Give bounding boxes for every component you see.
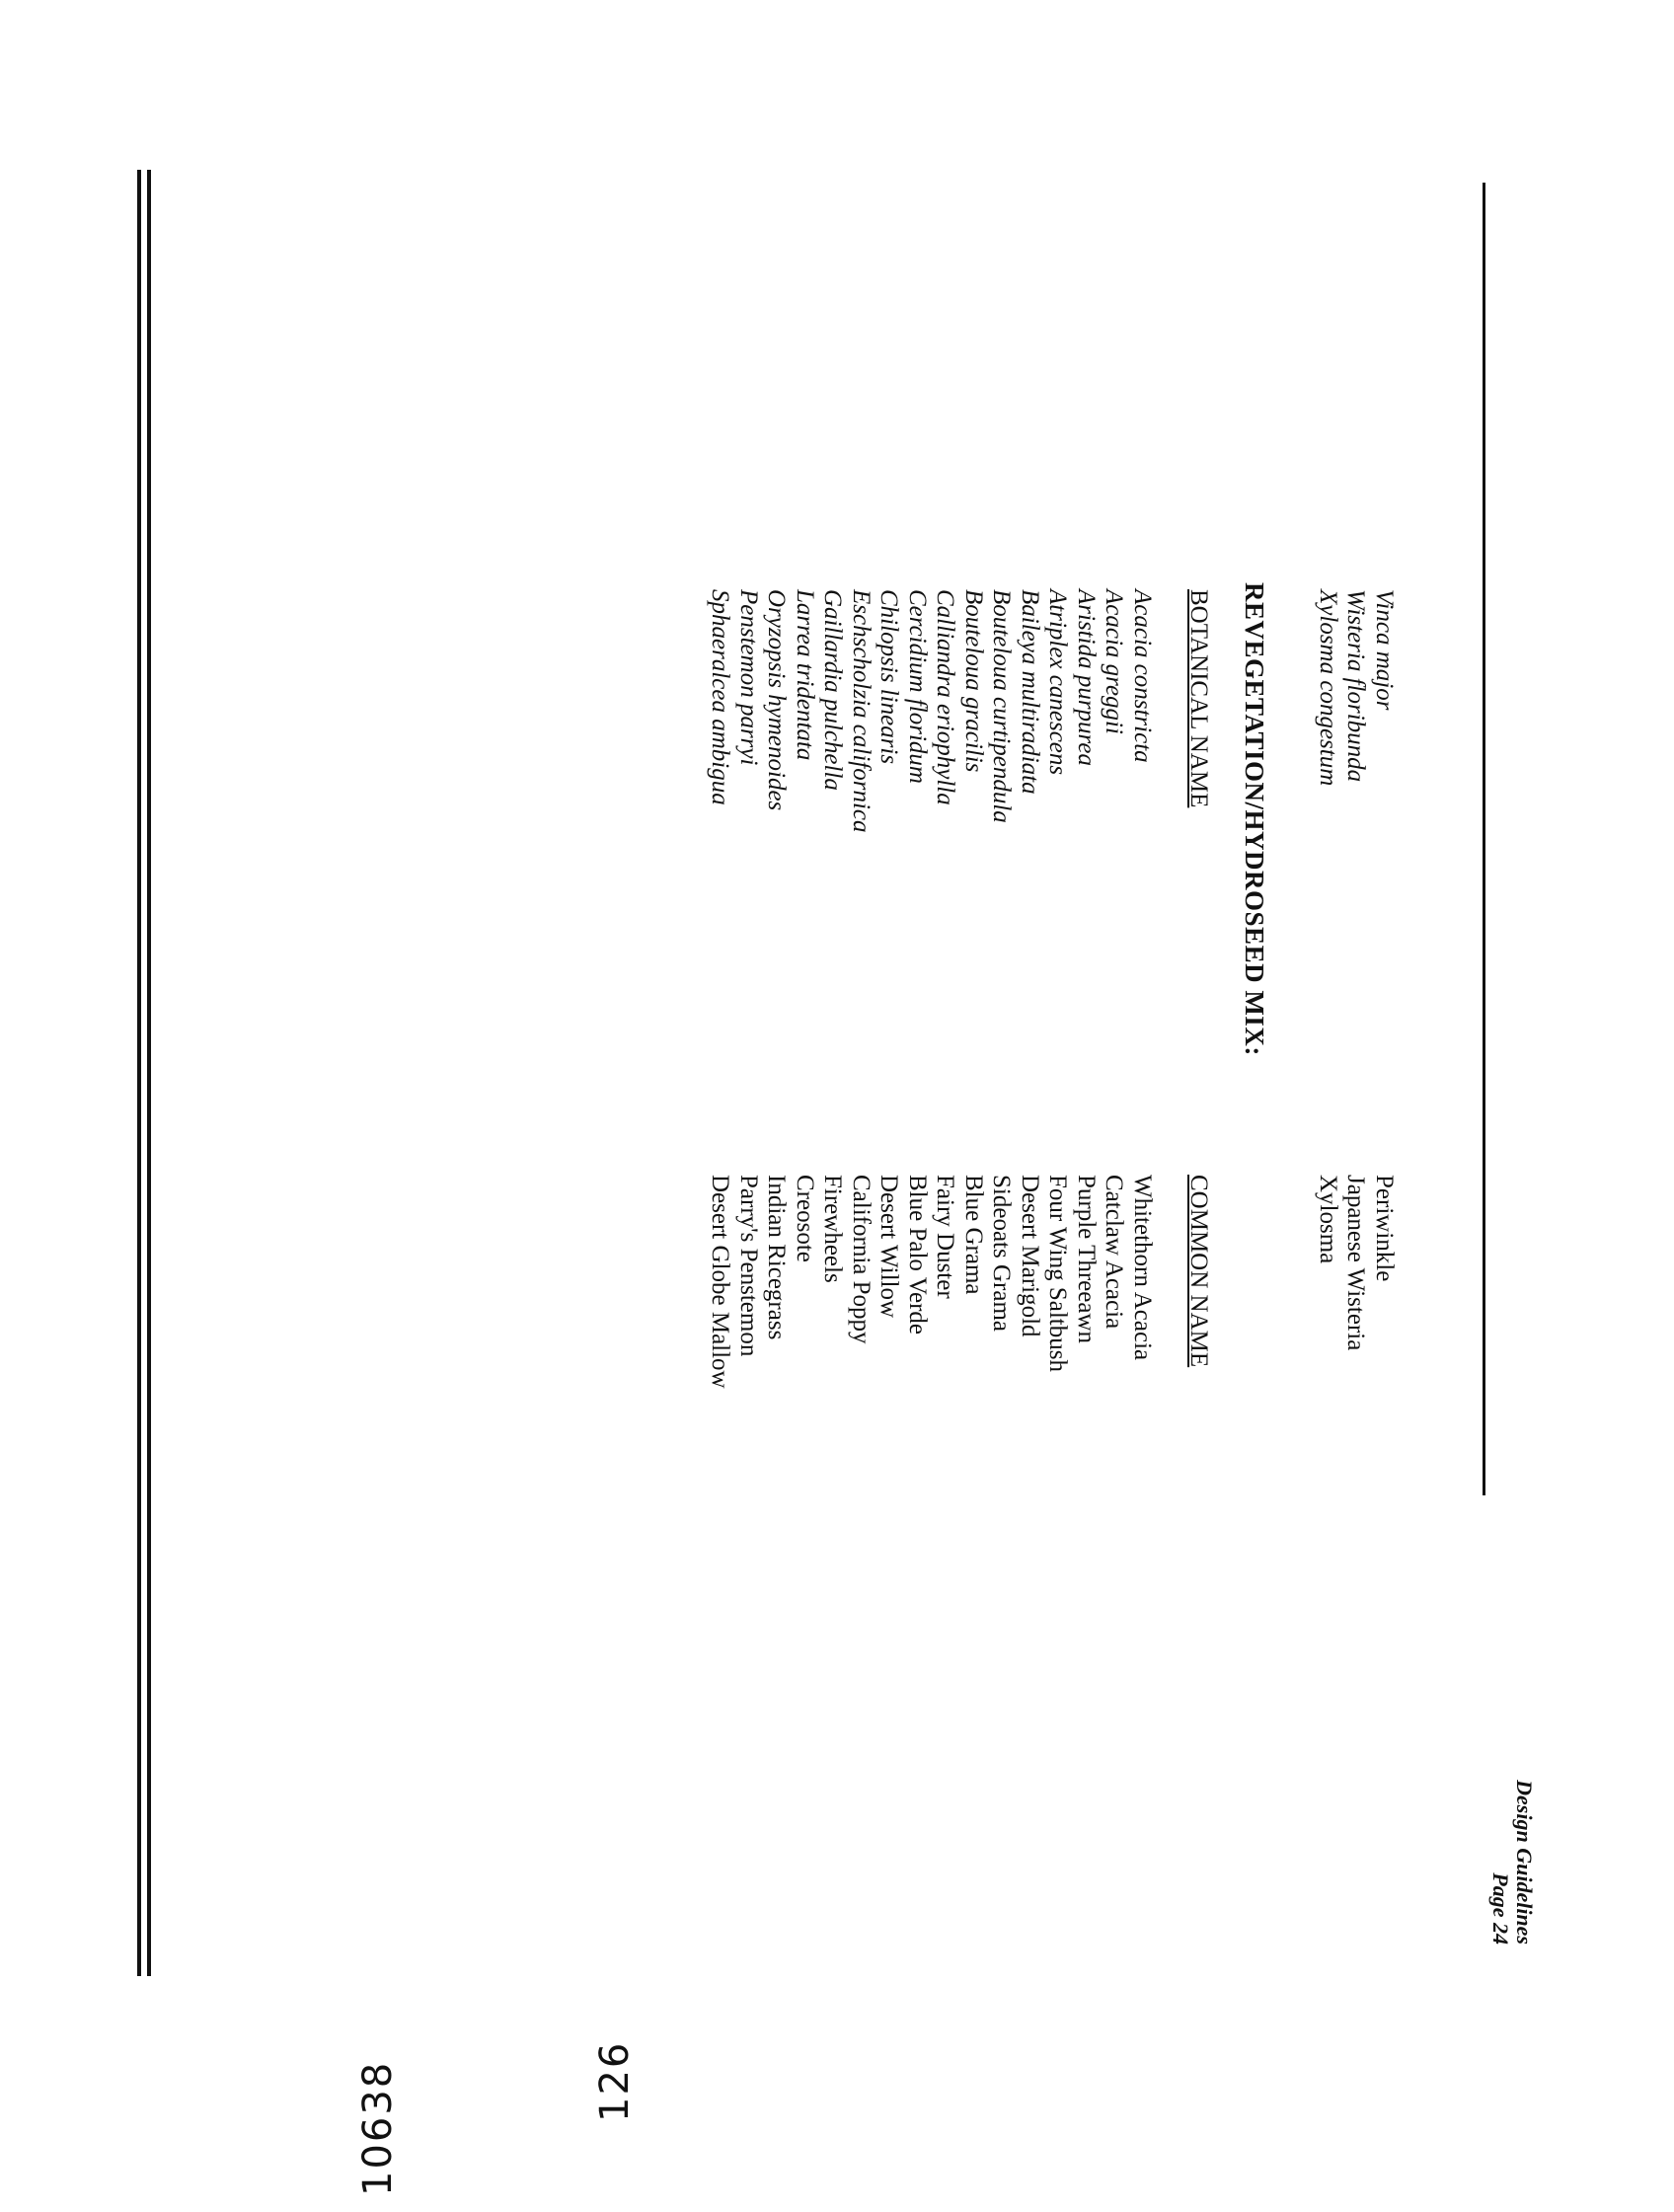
- list-item: Japanese Wisteria: [1342, 1175, 1370, 1351]
- bottom-double-rule-lower: [137, 170, 141, 1976]
- list-item: Bouteloua curtipendula: [988, 589, 1016, 823]
- list-item: Eschscholzia californica: [848, 589, 875, 833]
- list-item: Periwinkle: [1371, 1175, 1398, 1282]
- revegetation-common-column: [706, 1175, 1156, 1389]
- common-name-header: COMMON NAME: [1185, 1175, 1212, 1368]
- list-item: Wisteria floribunda: [1342, 589, 1370, 783]
- handwritten-document-number: 10638: [355, 2060, 401, 2196]
- list-item: Vinca major: [1371, 589, 1398, 711]
- list-item: Bouteloua gracilis: [960, 589, 987, 773]
- botanical-name-header: BOTANICAL NAME: [1185, 589, 1212, 808]
- list-item: California Poppy: [848, 1175, 875, 1344]
- list-item: Sphaeralcea ambigua: [707, 589, 734, 805]
- bottom-double-rule-upper: [147, 170, 151, 1976]
- list-item: Purple Threeawn: [1073, 1175, 1100, 1344]
- top-rule: [1483, 183, 1485, 1495]
- list-item: Acacia greggii: [1101, 589, 1128, 734]
- previous-botanical-column: [1314, 589, 1399, 786]
- header-page-number: Page 24: [1488, 1872, 1513, 1945]
- list-item: Xylosma congestum: [1315, 589, 1341, 787]
- list-item: Fairy Duster: [932, 1175, 959, 1299]
- list-item: Calliandra eriophylla: [932, 589, 959, 805]
- list-item: Indian Ricegrass: [763, 1175, 791, 1340]
- page-header: [1488, 1777, 1536, 1945]
- list-item: Desert Marigold: [1017, 1175, 1043, 1337]
- list-item: Parry's Penstemon: [735, 1175, 762, 1357]
- header-title: Design Guidelines: [1512, 1780, 1537, 1945]
- list-item: Xylosma: [1315, 1175, 1341, 1264]
- revegetation-botanical-column: [706, 589, 1156, 833]
- list-item: Penstemon parryi: [735, 589, 762, 766]
- list-item: Sideoats Grama: [988, 1175, 1016, 1332]
- list-item: Gaillardia pulchella: [819, 589, 847, 791]
- list-item: Baileya multiradiata: [1017, 589, 1043, 795]
- list-item: Larrea tridentata: [792, 589, 818, 761]
- list-item: Aristida purpurea: [1073, 589, 1100, 766]
- list-item: Atriplex canescens: [1044, 589, 1072, 776]
- list-item: Blue Palo Verde: [904, 1175, 931, 1335]
- list-item: Cercidium floridum: [904, 589, 931, 784]
- list-item: Firewheels: [819, 1175, 847, 1283]
- list-item: Creosote: [792, 1175, 818, 1262]
- list-item: Oryzopsis hymenoides: [763, 589, 791, 811]
- list-item: Catclaw Acacia: [1101, 1175, 1128, 1330]
- handwritten-page-number: 126: [592, 2040, 638, 2122]
- list-item: Four Wing Saltbush: [1044, 1175, 1072, 1372]
- section-title: REVEGETATION/HYDROSEED MIX:: [1240, 582, 1269, 1056]
- list-item: Desert Willow: [875, 1175, 903, 1319]
- list-item: Chilopsis linearis: [875, 589, 903, 765]
- list-item: Desert Globe Mallow: [707, 1175, 734, 1389]
- list-item: Whitethorn Acacia: [1129, 1175, 1156, 1361]
- list-item: Blue Grama: [960, 1175, 987, 1295]
- list-item: Acacia constricta: [1129, 589, 1156, 763]
- previous-common-column: [1314, 1175, 1399, 1350]
